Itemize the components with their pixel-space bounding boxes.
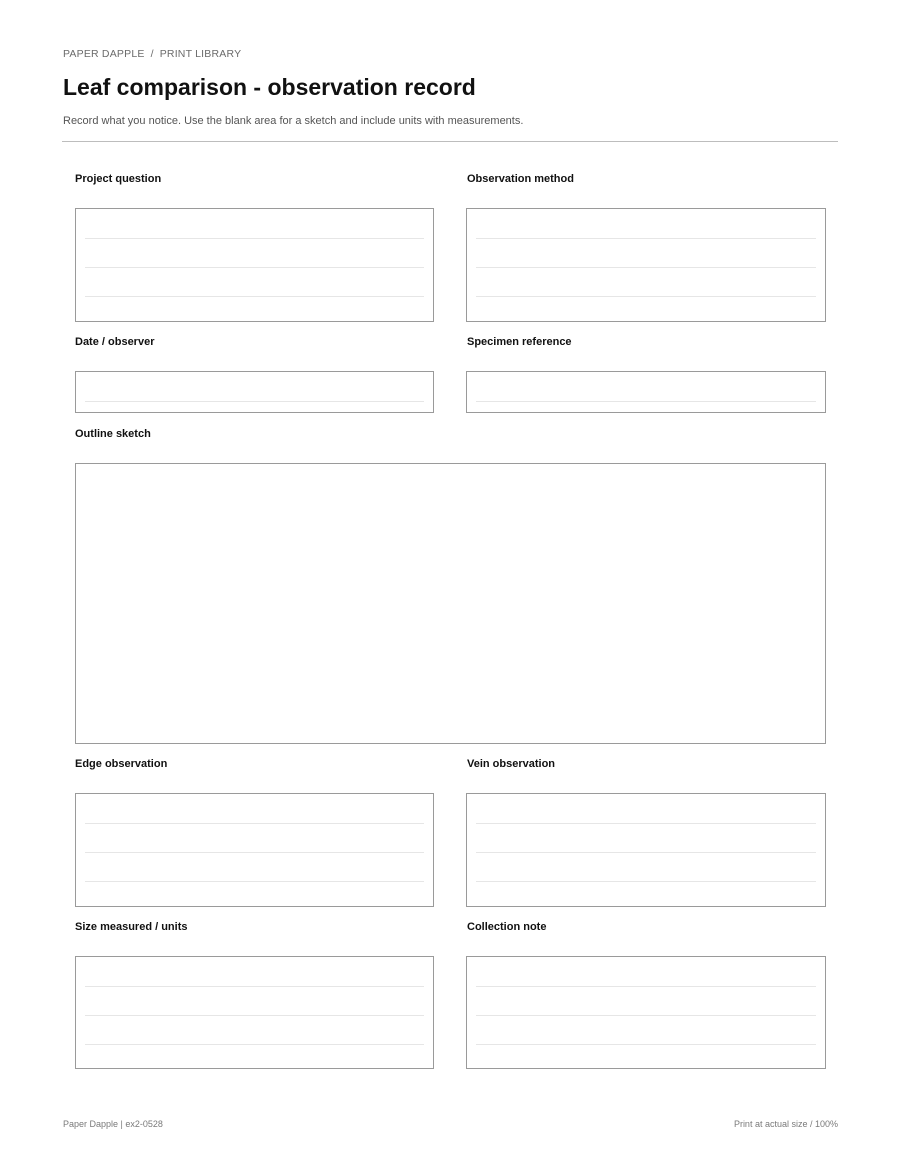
- writing-line: [85, 238, 424, 239]
- outline-sketch-area[interactable]: [75, 463, 826, 744]
- edge-observation-label: Edge observation: [75, 758, 168, 770]
- project-question-label: Project question: [75, 173, 162, 185]
- writing-line: [476, 1044, 816, 1045]
- writing-line: [476, 401, 816, 402]
- breadcrumb-section: PRINT LIBRARY: [159, 48, 242, 60]
- page-title: Leaf comparison - observation record: [63, 74, 476, 100]
- writing-line: [85, 1044, 424, 1045]
- writing-line: [85, 401, 424, 402]
- writing-line: [476, 296, 816, 297]
- size-measured-label: Size measured / units: [75, 921, 188, 933]
- footer-print-note: Print at actual size / 100%: [733, 1119, 838, 1129]
- writing-line: [85, 296, 424, 297]
- specimen-reference-label: Specimen reference: [467, 336, 572, 348]
- observation-method-box[interactable]: [466, 208, 826, 322]
- breadcrumb-site: PAPER DAPPLE: [63, 48, 145, 60]
- breadcrumb-separator: /: [150, 48, 154, 60]
- collection-note-label: Collection note: [467, 921, 547, 933]
- specimen-reference-box[interactable]: [466, 371, 826, 413]
- footer-source: Paper Dapple | ex2-0528: [63, 1119, 163, 1129]
- vein-observation-label: Vein observation: [467, 758, 556, 770]
- vein-observation-box[interactable]: [466, 793, 826, 907]
- writing-line: [85, 823, 424, 824]
- project-question-box[interactable]: [75, 208, 434, 322]
- header-divider: [62, 141, 838, 142]
- date-observer-label: Date / observer: [75, 336, 155, 348]
- writing-line: [476, 1015, 816, 1016]
- date-observer-box[interactable]: [75, 371, 434, 413]
- writing-line: [85, 267, 424, 268]
- edge-observation-box[interactable]: [75, 793, 434, 907]
- breadcrumb: [63, 48, 241, 60]
- writing-line: [85, 852, 424, 853]
- writing-line: [85, 881, 424, 882]
- writing-line: [476, 986, 816, 987]
- writing-line: [476, 852, 816, 853]
- size-measured-box[interactable]: [75, 956, 434, 1069]
- writing-line: [85, 986, 424, 987]
- writing-line: [476, 267, 816, 268]
- page-subtitle: Record what you notice. Use the blank area for a sketch and include units with measurements.: [63, 115, 524, 127]
- outline-sketch-label: Outline sketch: [75, 428, 151, 440]
- writing-line: [85, 1015, 424, 1016]
- observation-method-label: Observation method: [467, 173, 574, 185]
- writing-line: [476, 881, 816, 882]
- writing-line: [476, 238, 816, 239]
- writing-line: [476, 823, 816, 824]
- collection-note-box[interactable]: [466, 956, 826, 1069]
